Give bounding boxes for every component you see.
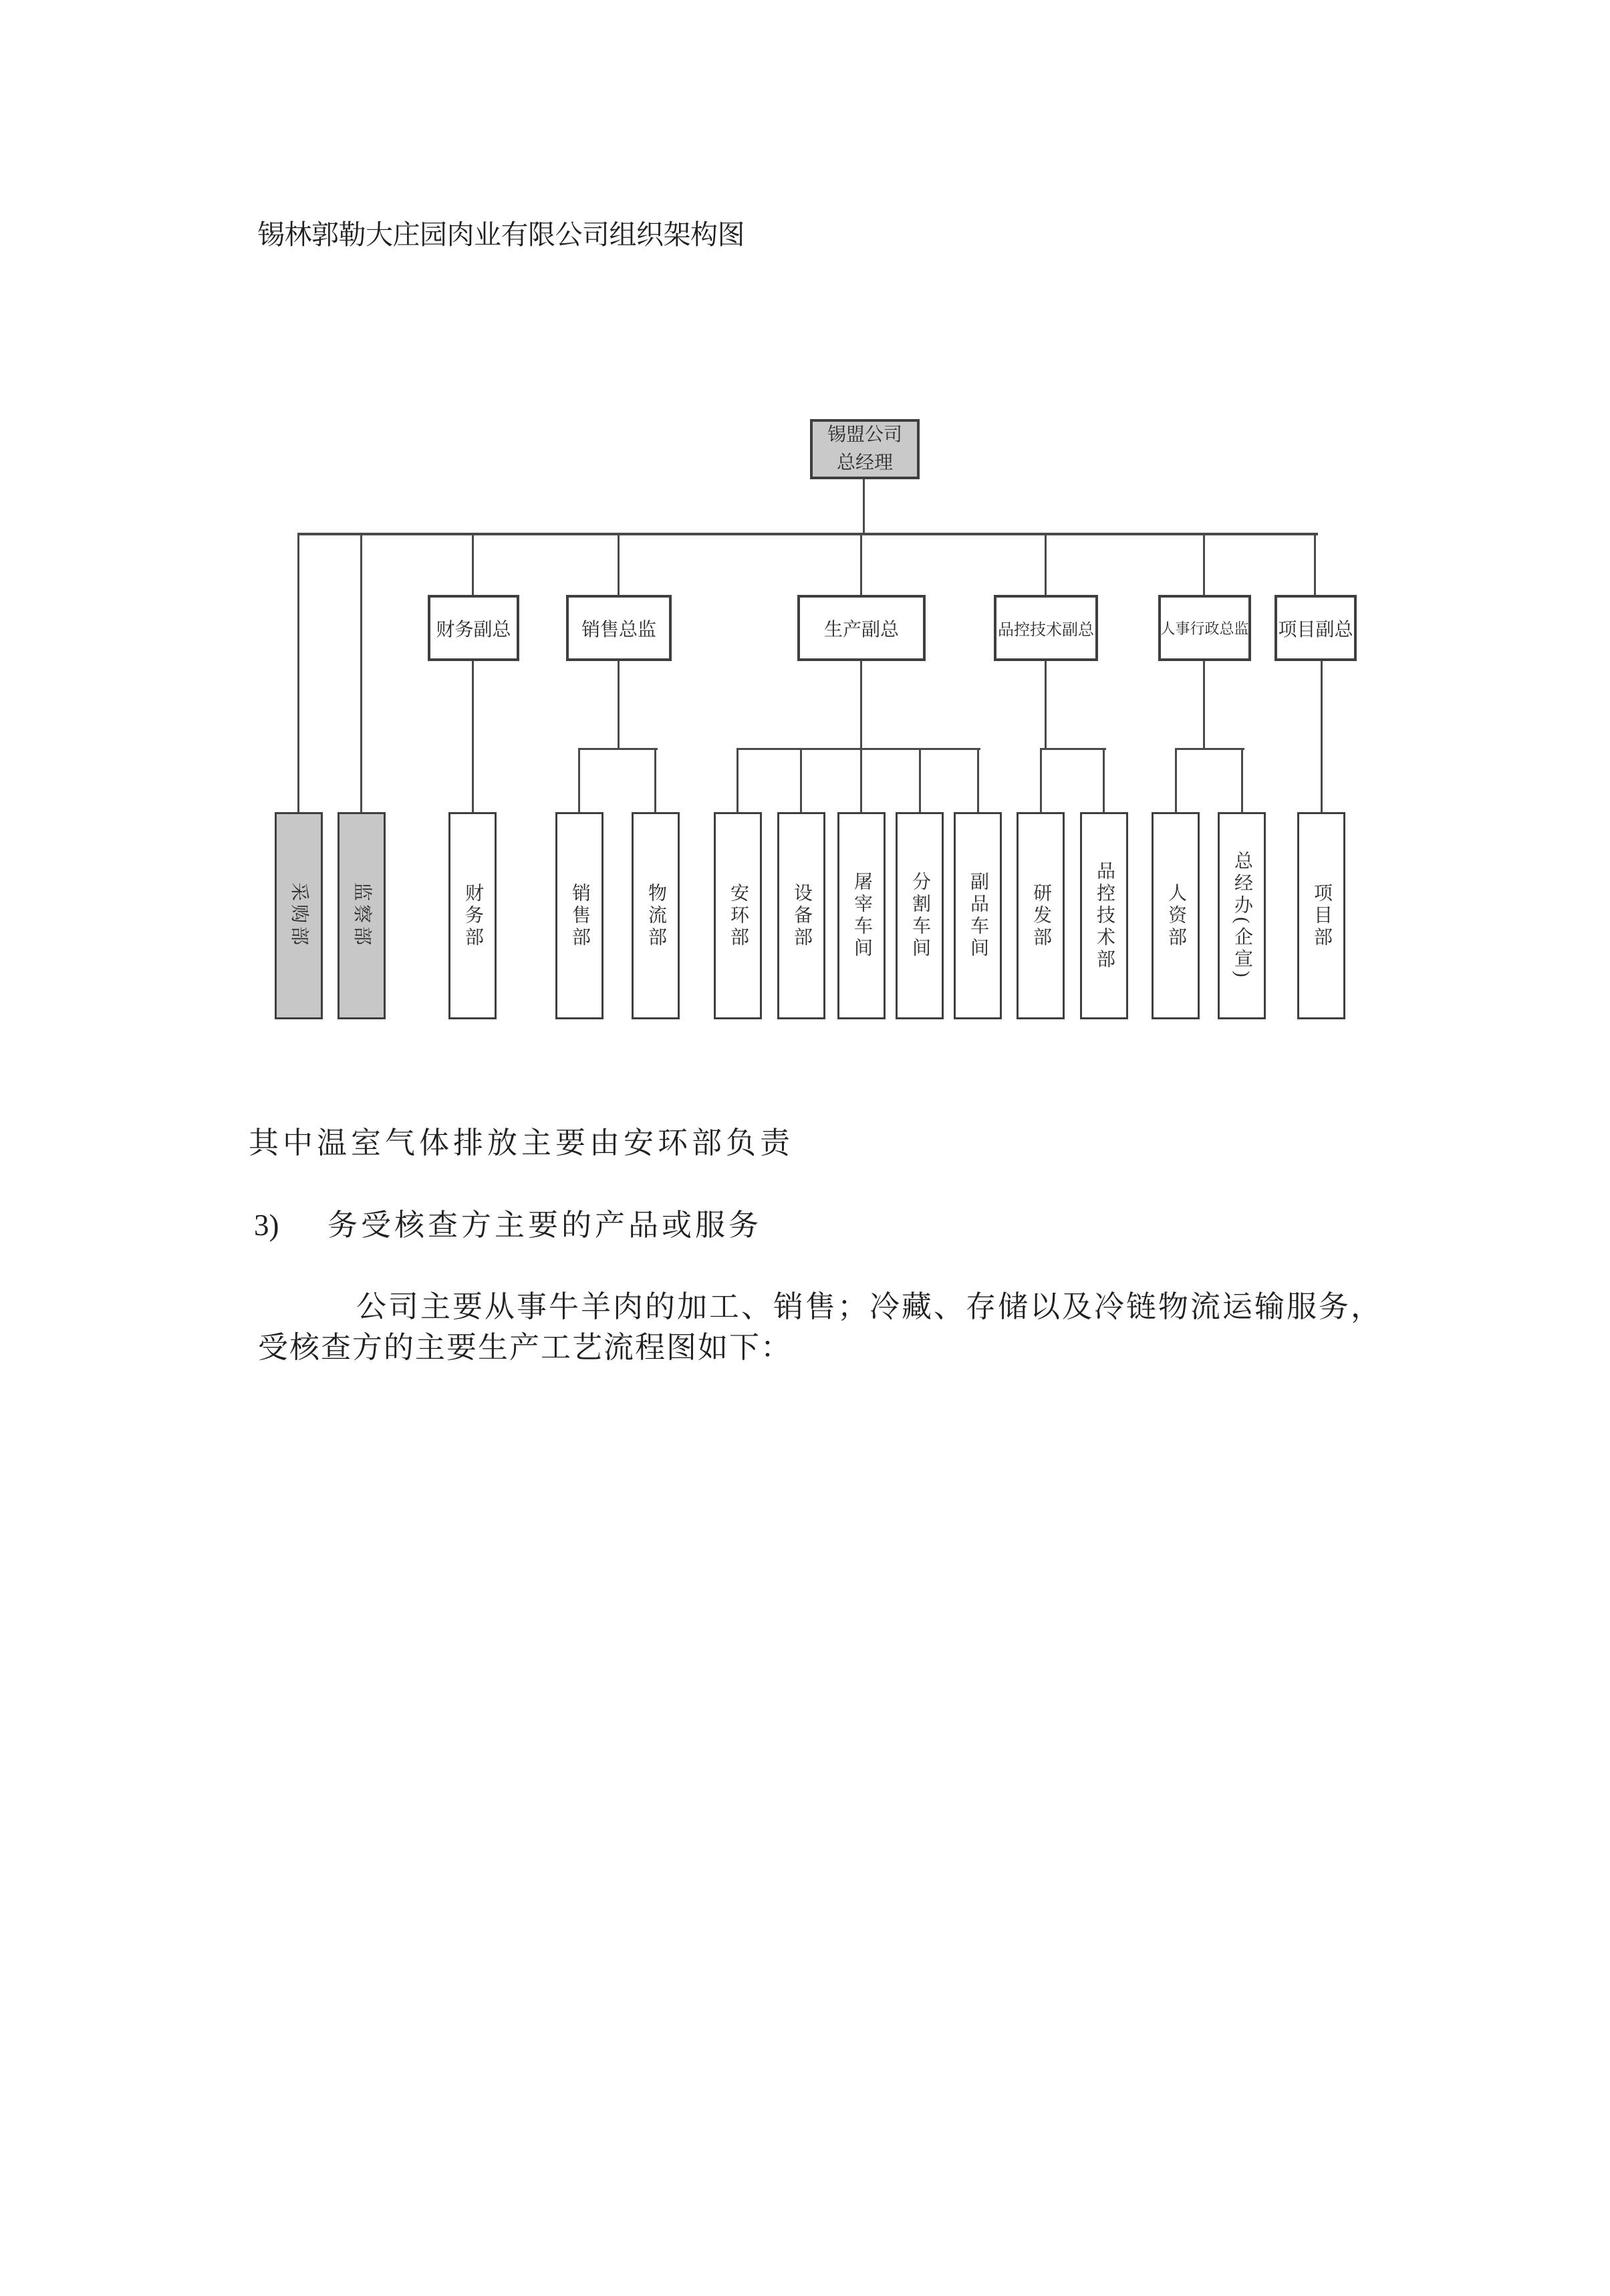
org-box-label: 销售部 [569,882,590,949]
org-box-equipment-dept [777,812,825,1019]
org-box-project-vp [1274,595,1357,661]
connector-line [1040,748,1106,750]
connector-line [472,533,474,596]
connector-line [800,748,802,813]
connector-line [297,533,299,812]
org-box-label: 品控技术部 [1094,860,1115,971]
org-box-label: 人事行政总监 [1160,620,1249,637]
org-box-label: 屠宰车间 [851,872,872,960]
connector-line [736,748,980,750]
connector-line [1321,660,1323,813]
org-box-finance-vp [428,595,519,661]
org-box-sales-dept [555,812,603,1019]
org-box-label: 安环部 [728,882,749,949]
org-box-label: 销售总监 [581,619,656,640]
org-box-rnd-dept [1017,812,1065,1019]
org-box-label: 采购部 [289,882,309,949]
connector-line [1175,748,1244,750]
connector-line [1045,660,1047,750]
org-box-quality-tech-vp [994,595,1098,661]
org-box-label: 人资部 [1166,882,1186,949]
connector-line [977,748,979,813]
org-box-logistics-dept [632,812,680,1019]
org-box-supervision-dept [338,812,386,1019]
list-item-3 [254,1200,762,1244]
org-box-byproducts-workshop [954,812,1002,1019]
connector-line [1203,533,1205,596]
connector-line [618,533,620,596]
org-box-safety-env-dept [714,812,762,1019]
connector-line [860,660,862,750]
org-box-slaughter-workshop [837,812,886,1019]
connector-line [1045,533,1047,596]
connector-line [1175,748,1177,813]
connector-line [1040,748,1042,813]
org-box-label: 财务部 [462,882,483,949]
connector-line [578,748,580,813]
org-box-finance-dept [448,812,497,1019]
org-box-label: 品控技术副总 [998,622,1094,639]
connector-line [736,748,739,813]
connector-line [472,660,474,813]
org-box-quality-tech-dept [1080,812,1128,1019]
connector-line [1103,748,1105,813]
connector-line [1203,660,1205,750]
org-box-label: 财务副总 [436,619,511,640]
connector-line [863,479,865,534]
org-box-gm-office [1218,812,1266,1019]
org-box-project-dept [1297,812,1345,1019]
org-box-label: 总经办(企宣) [1232,851,1252,981]
note-greenhouse-gas: 其中温室气体排放主要由安环部负责 [249,1126,795,1160]
list-item-number: 3) [254,1208,279,1242]
org-box-label: 副品车间 [968,872,988,960]
connector-line [360,533,362,812]
org-box-label: 项目部 [1311,882,1332,949]
connector-line [860,748,862,813]
org-box-label: 总经理 [836,453,893,473]
document-title: 锡林郭勒大庄园肉业有限公司组织架构图 [257,219,745,250]
org-box-purchasing-dept [275,812,323,1019]
connector-line [297,533,1318,535]
org-box-hr-admin-director [1158,595,1251,661]
connector-line [1241,748,1243,813]
org-box-label: 研发部 [1031,882,1051,949]
connector-line [618,660,620,750]
paragraph-line-1: 公司主要从事牛羊肉的加工、销售；冷藏、存储以及冷链物流运输服务， [356,1290,1383,1323]
org-box-label: 生产副总 [823,619,899,640]
org-box-hr-dept [1152,812,1200,1019]
org-box-label: 设备部 [791,882,812,949]
org-box-general-manager [810,419,920,479]
org-box-sales-director [566,595,672,661]
paragraph-line-2: 受核查方的主要生产工艺流程图如下： [258,1331,793,1364]
connector-line [578,748,658,750]
org-box-production-vp [797,595,926,661]
org-box-label: 分割车间 [910,872,930,960]
connector-line [860,533,862,596]
org-box-label: 物流部 [646,882,666,949]
connector-line [1314,533,1316,596]
connector-line [654,748,656,813]
connector-line [919,748,921,813]
org-box-cutting-workshop [896,812,944,1019]
org-box-label: 项目副总 [1278,619,1353,640]
org-box-label: 监察部 [352,882,372,949]
list-item-title: 务受核查方主要的产品或服务 [327,1208,763,1242]
org-box-label: 锡盟公司 [827,424,902,445]
